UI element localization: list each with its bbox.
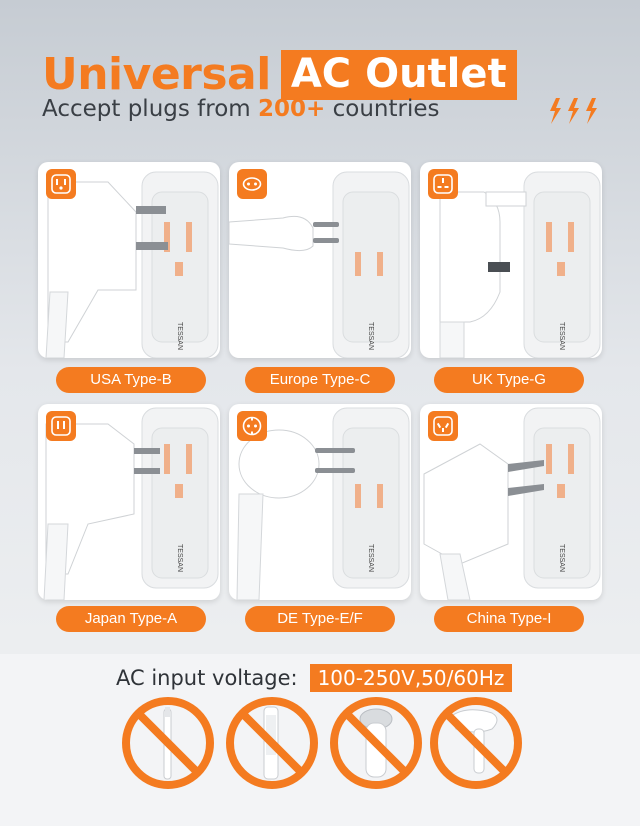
hair-straightener-icon — [224, 695, 320, 791]
svg-text:TESSAN: TESSAN — [558, 322, 565, 351]
usa-plug-icon — [46, 169, 76, 199]
outlet-label-usa: USA Type-B — [56, 367, 206, 393]
outlet-label-japan: Japan Type-A — [56, 606, 206, 632]
japan-plug-icon — [46, 411, 76, 441]
lightning-bolts-icon — [548, 98, 602, 124]
voltage-value: 100-250V,50/60Hz — [310, 664, 513, 692]
schuko-plug-icon — [237, 411, 267, 441]
svg-text:TESSAN: TESSAN — [367, 544, 374, 573]
uk-plug-icon — [428, 169, 458, 199]
outlet-card-china — [420, 404, 602, 600]
outlet-card-europe — [229, 162, 411, 358]
voltage-row — [116, 664, 512, 692]
outlet-label-de: DE Type-E/F — [245, 606, 395, 632]
headline — [42, 50, 517, 100]
svg-text:TESSAN: TESSAN — [367, 322, 374, 351]
outlet-card-de — [229, 404, 411, 600]
voltage-label: AC input voltage: — [116, 666, 298, 690]
headline-main: Universal — [42, 49, 271, 100]
subheadline — [42, 96, 439, 122]
svg-text:TESSAN: TESSAN — [176, 322, 183, 351]
hair-dryer-icon — [428, 695, 524, 791]
outlet-card-japan — [38, 404, 220, 600]
china-plug-icon — [428, 411, 458, 441]
electric-shaver-icon — [328, 695, 424, 791]
svg-text:TESSAN: TESSAN — [176, 544, 183, 573]
subheadline-highlight: 200+ — [258, 96, 326, 122]
electric-toothbrush-icon — [120, 695, 216, 791]
outlet-label-china: China Type-I — [434, 606, 584, 632]
svg-text:TESSAN: TESSAN — [558, 544, 565, 573]
outlet-card-usa — [38, 162, 220, 358]
headline-highlight-box: AC Outlet — [281, 50, 517, 100]
europe-plug-icon — [237, 169, 267, 199]
outlet-label-europe: Europe Type-C — [245, 367, 395, 393]
outlet-card-uk — [420, 162, 602, 358]
subheadline-prefix: Accept plugs from — [42, 96, 251, 122]
outlet-label-uk: UK Type-G — [434, 367, 584, 393]
subheadline-suffix: countries — [332, 96, 440, 122]
